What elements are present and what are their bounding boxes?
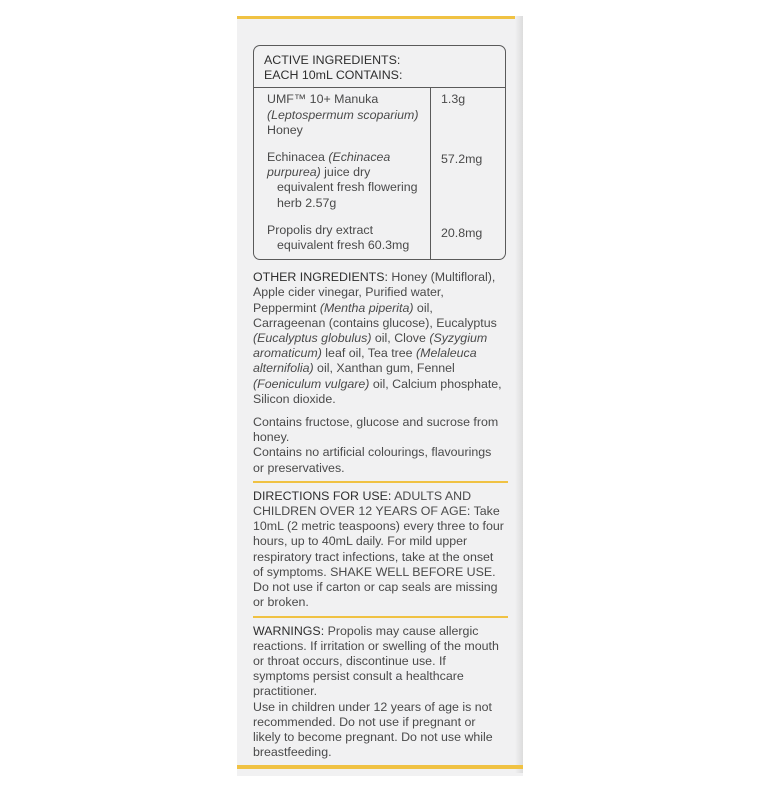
latin-name: (Syzygium aromaticum) [253,331,488,361]
ingredient-name-suffix: Honey [267,122,303,137]
directions-text [253,489,505,580]
text-run: leaf oil, Tea tree [321,346,416,361]
warnings-label: WARNINGS: [253,623,325,638]
other-ingredients-section [253,270,508,476]
warnings-text [253,624,505,700]
ingredient-latin-name: (Echinacea purpurea) [267,150,391,180]
ingredient-name: UMF™ 10+ Manuka [267,92,379,107]
ingredient-name: Propolis dry extract [267,222,374,237]
text-run: oil, Clove [371,331,430,346]
warnings-section [253,624,508,761]
ingredient-latin-name: (Leptospermum scoparium) [267,107,419,122]
ingredient-names-column [254,88,431,259]
children-pregnancy-note: Use in children under 12 years of age is not recommended. Do not use if pregnant or likely to become pregnant. Do not use while breastfeeding. [253,699,493,760]
latin-name: (Eucalyptus globulus) [253,331,372,346]
directions-section [253,489,508,611]
other-ingredients-label: OTHER INGREDIENTS: [253,270,388,285]
ingredient-echinacea [267,150,422,211]
seal-note: Do not use if carton or cap seals are missing or broken. [253,580,498,610]
ingredient-manuka [267,92,422,138]
text-run: Honey (Multifloral), Apple cider vinegar, Purified water, Peppermint [253,270,496,315]
carton-bottom-accent [237,765,523,769]
sugar-note: Contains fructose, glucose and sucrose from honey. [253,415,499,445]
text-run: oil, Xanthan gum, Fennel [313,361,455,376]
additives-note: Contains no artificial colourings, flavourings or preservatives. [253,445,492,475]
heading-line-1: ACTIVE INGREDIENTS: [264,53,401,67]
latin-name: (Melaleuca alternifolia) [253,346,477,376]
section-divider [253,481,508,483]
other-ingredients-text [253,270,505,407]
active-ingredients-table [253,45,506,260]
latin-name: (Mentha piperita) [319,300,414,315]
ingredient-amounts-column [431,88,505,259]
amount-manuka: 1.3g [441,92,466,107]
ingredient-name-suffix: juice dry [320,165,371,180]
carton-edge-shadow [515,16,523,773]
label-content [253,45,508,760]
latin-name: (Foeniculum vulgare) [253,376,370,391]
active-ingredients-heading [254,46,505,88]
heading-line-2: EACH 10mL CONTAINS: [264,68,403,83]
amount-propolis: 20.8mg [441,225,483,240]
directions-body: ADULTS AND CHILDREN OVER 12 YEARS OF AGE: Take 10mL (2 metric teaspoons) every three to four hours, up to 40mL daily. For mild upper respiratory tract infections, take at the onset of symptoms. SHAKE WELL BEFORE USE. [253,488,504,579]
directions-label: DIRECTIONS FOR USE: [253,488,392,503]
ingredient-propolis [267,223,422,253]
text-run: oil, Calcium phosphate, Silicon dioxide. [253,376,502,406]
ingredient-name: Echinacea [267,150,329,165]
text-run: oil, Carrageenan (contains glucose), Eucalyptus [253,300,497,330]
ingredient-equivalent: equivalent fresh flowering herb 2.57g [277,180,418,210]
ingredient-equivalent: equivalent fresh 60.3mg [277,238,410,253]
section-divider [253,616,508,618]
warnings-body: Propolis may cause allergic reactions. If irritation or swelling of the mouth or throat occurs, discontinue use. If symptoms persist consult a healthcare practitioner. [253,623,499,699]
amount-echinacea: 57.2mg [441,151,483,166]
